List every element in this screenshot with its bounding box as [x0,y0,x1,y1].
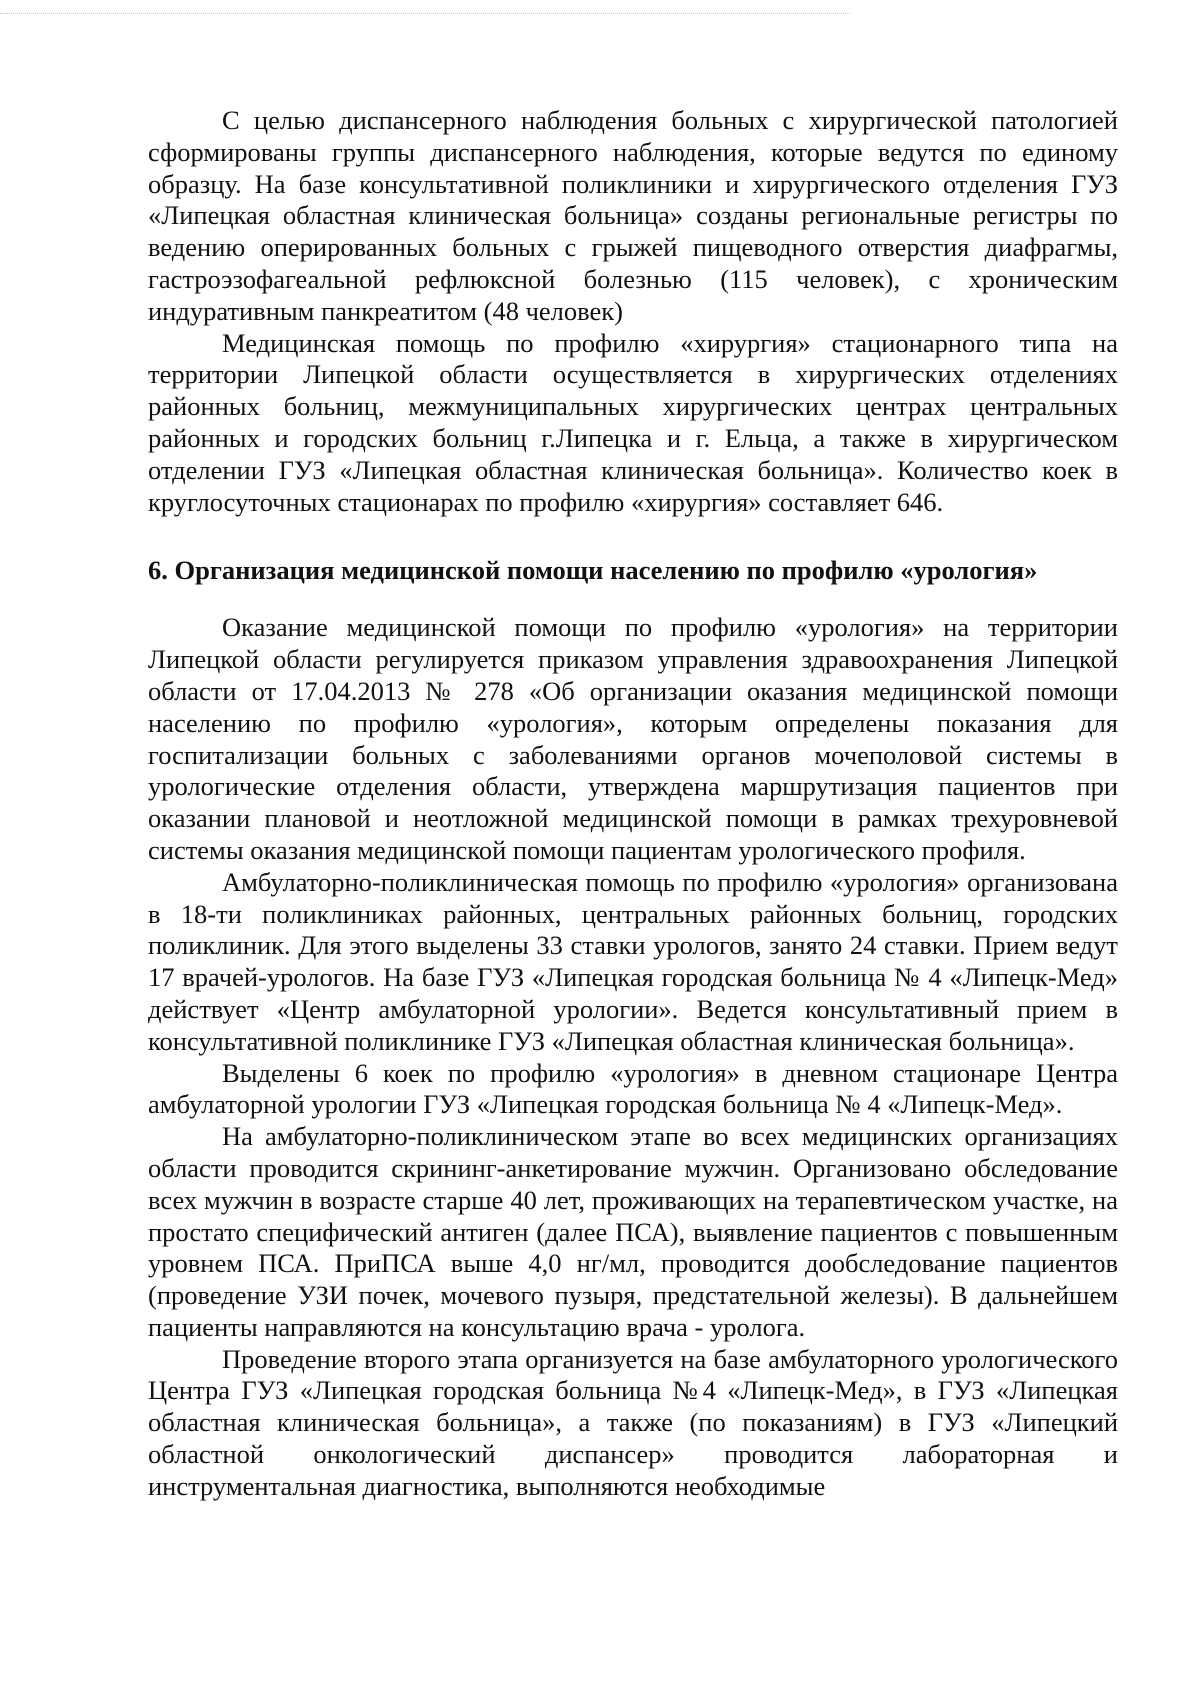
paragraph-urology-second-stage: Проведение второго этапа организуется на базе амбулаторного урологического Центра ГУЗ «Липецкая городская больница №4 «Липецк-Мед», в ГУЗ «Липецкая областная клиническая больница», а также (по показаниям) в ГУЗ «Липецкий областной онкологический диспансер» проводится лабораторная и инструментальная диагностика, выполняются необходимые [148,1343,1118,1501]
paragraph-urology-day-beds: Выделены 6 коек по профилю «урология» в дневном стационаре Центра амбулаторной урологии ГУЗ «Липецкая городская больница № 4 «Липецк-Мед». [148,1057,1118,1120]
paragraph-surgery-inpatient: Медицинская помощь по профилю «хирургия» стационарного типа на территории Липецкой области осуществляется в хирургических отделениях районных больниц, межмуниципальных хирургических центрах центральных районных и городских больниц г.Липецка и г. Ельца, а также в хирургическом отделении ГУЗ «Липецкая областная клиническая больница». Количество коек в круглосуточных стационарах по профилю «хирургия» составляет 646. [148,327,1118,517]
paragraph-urology-outpatient: Амбулаторно-поликлиническая помощь по профилю «урология» организована в 18-ти поликлиниках районных, центральных районных больниц, городских поликлиник. Для этого выделены 33 ставки урологов, занято 24 ставки. Прием ведут 17 врачей-урологов. На базе ГУЗ «Липецкая городская больница № 4 «Липецк-Мед» действует «Центр амбулаторной урологии». Ведется консультативный прием в консультативной поликлинике ГУЗ «Липецкая областная клиническая больница». [148,866,1118,1056]
paragraph-urology-screening: На амбулаторно-поликлиническом этапе во всех медицинских организациях области проводится скрининг-анкетирование мужчин. Организовано обследование всех мужчин в возрасте старше 40 лет, проживающих на терапевтическом участке, на простато специфический антиген (далее ПСА), выявление пациентов с повышенным уровнем ПСА. ПриПСА выше 4,0 нг/мл, проводится дообследование пациентов (проведение УЗИ почек, мочевого пузыря, предстательной железы). В дальнейшем пациенты направляются на консультацию врача - уролога. [148,1121,1118,1342]
section-heading-urology: 6. Организация медицинской помощи населению по профилю «урология» [148,555,1038,586]
document-page [148,105,1118,1503]
paragraph-dispensary-groups: С целью диспансерного наблюдения больных с хирургической патологией сформированы группы диспансерного наблюдения, которые ведутся по единому образцу. На базе консультативной поликлиники и хирургического отделения ГУЗ «Липецкая областная клиническая больница» созданы региональные регистры по ведению оперированных больных с грыжей пищеводного отверстия диафрагмы, гастроэзофагеальной рефлюксной болезнью (115 человек), с хроническим индуративным панкреатитом (48 человек) [148,105,1118,326]
scan-edge-line [0,13,850,14]
paragraph-urology-regulation: Оказание медицинской помощи по профилю «урология» на территории Липецкой области регулируется приказом управления здравоохранения Липецкой области от 17.04.2013 № 278 «Об организации оказания медицинской помощи населению по профилю «урология», которым определены показания для госпитализации больных с заболеваниями органов мочеполовой системы в урологические отделения области, утверждена маршрутизация пациентов при оказании плановой и неотложной медицинской помощи в рамках трехуровневой системы оказания медицинской помощи пациентам урологического профиля. [148,612,1118,865]
